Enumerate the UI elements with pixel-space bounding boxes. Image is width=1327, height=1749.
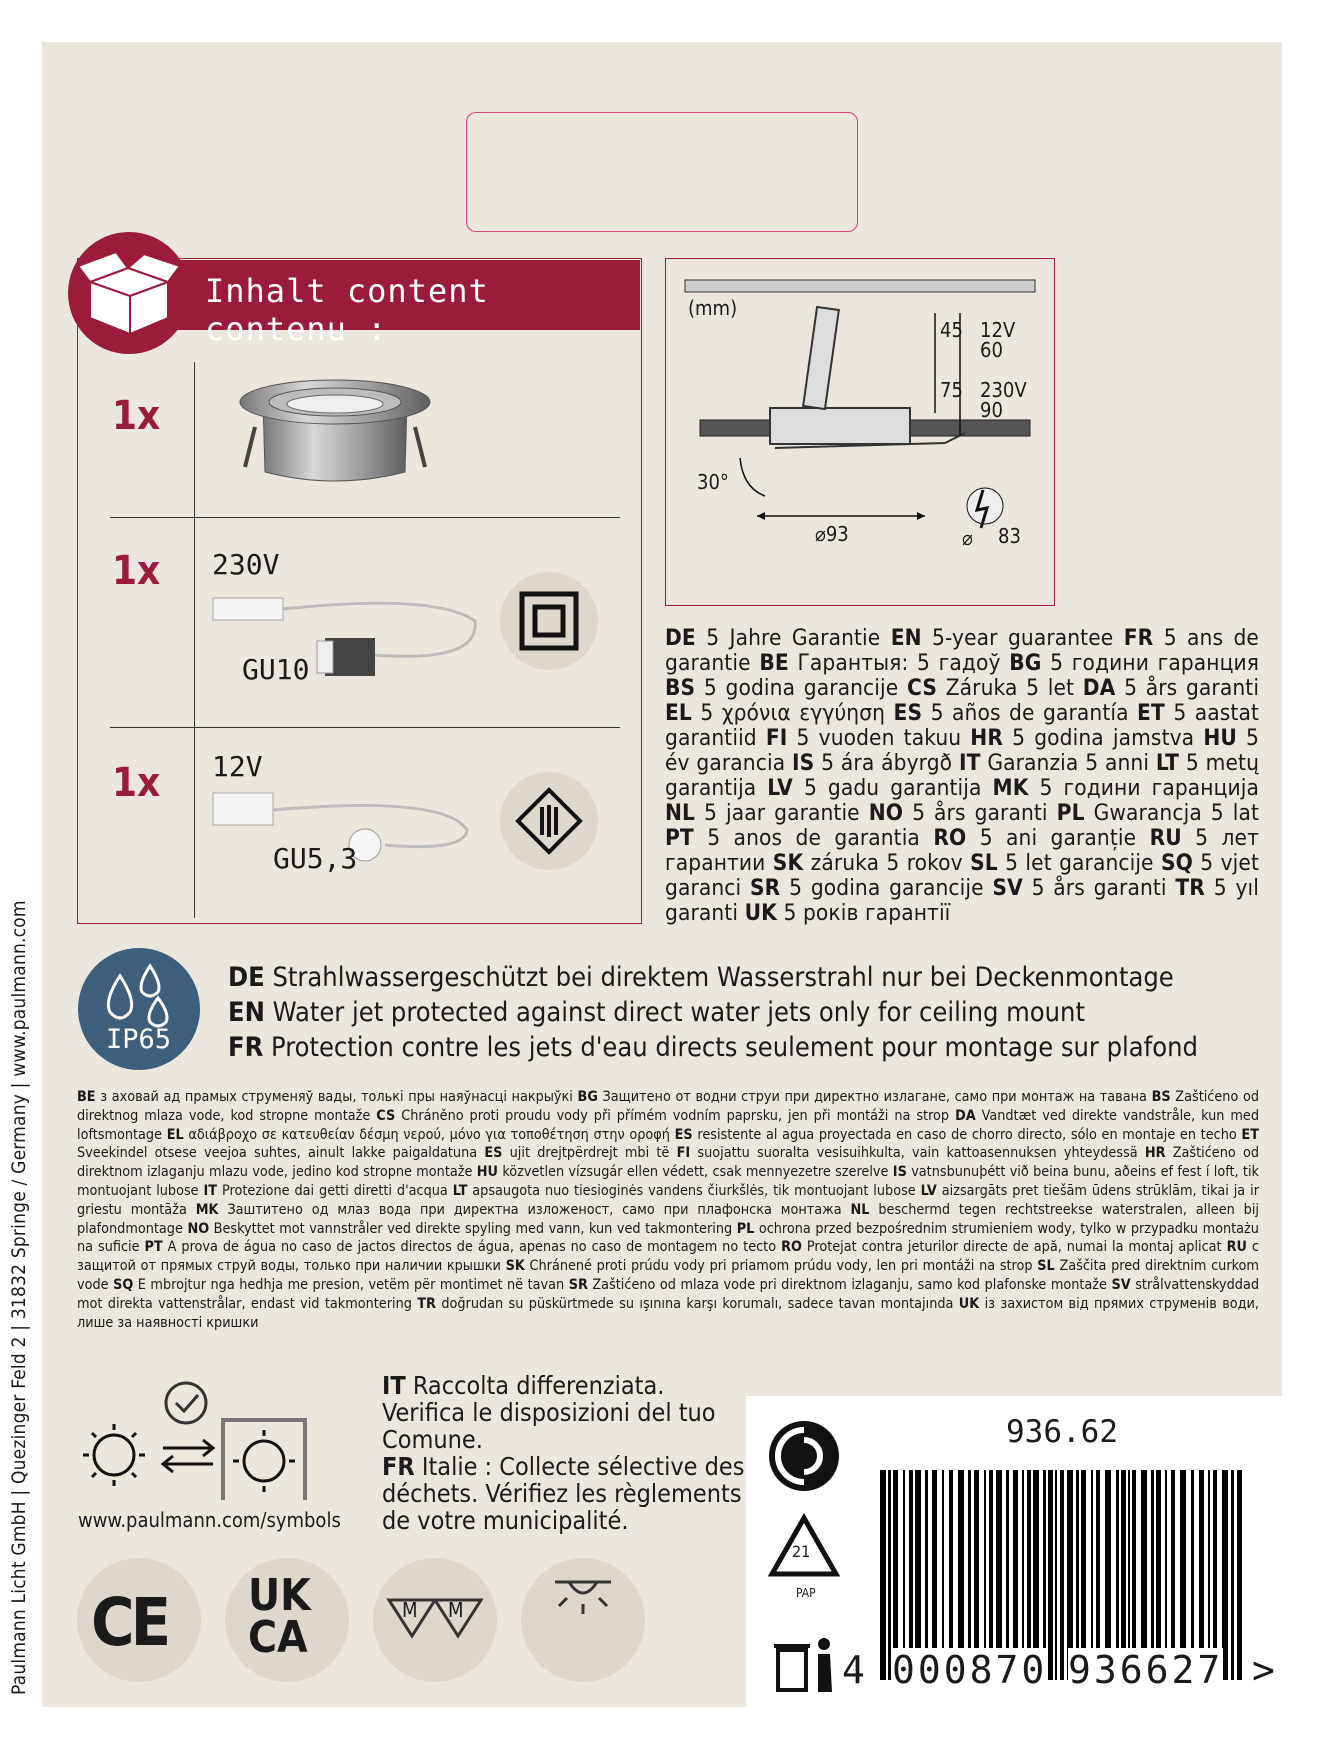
ip-lang-code: IT	[203, 1182, 218, 1199]
recycling-code: FR	[382, 1452, 415, 1481]
ip-line-text: Protection contre les jets d'eau directs seulement pour montage sur plafond	[263, 1032, 1198, 1063]
barcode-left-digits: 000870	[892, 1648, 1048, 1692]
guarantee-lang-text: záruka 5 rokov	[810, 850, 963, 876]
guarantee-lang-text: 5 godina garancije	[703, 675, 899, 701]
ip-lang-code: BS	[1151, 1089, 1171, 1105]
contents-column-divider	[194, 362, 195, 918]
ce-mark: CE	[91, 1584, 168, 1661]
guarantee-lang-code: RU	[1149, 825, 1182, 851]
ip-lang-code: SQ	[113, 1276, 134, 1293]
ip-lang-code: CS	[376, 1107, 396, 1124]
ip-lang-code: MK	[195, 1201, 219, 1218]
guarantee-lang-text: 5-year guarantee	[932, 625, 1114, 651]
barcode-bar	[1060, 1470, 1064, 1680]
guarantee-lang-code: UK	[744, 900, 777, 926]
guarantee-lang-code: BS	[665, 675, 696, 701]
article-number: 936.62	[1006, 1414, 1118, 1450]
guarantee-lang-text: Záruka 5 let	[945, 675, 1075, 701]
guarantee-lang-text: 5 yıl garanti	[665, 875, 1259, 926]
ip-lang-text: із захистом від прямих струменів води, лише за наявності кришки	[77, 1295, 1259, 1331]
guarantee-lang-code: SL	[970, 850, 998, 876]
ip-lang-code: LT	[452, 1182, 468, 1199]
mm-circle	[373, 1558, 497, 1682]
recycling-block	[382, 1453, 752, 1534]
cutout-symbol: ⌀	[962, 526, 973, 550]
tilt-angle: 30°	[697, 470, 729, 494]
voltage-230v: 230V	[212, 548, 280, 581]
guarantee-lang-code: LT	[1155, 750, 1180, 776]
dim-90: 90	[980, 398, 1003, 422]
ip-lang-code: EL	[166, 1126, 184, 1143]
qty-gu53-cable: 1x	[112, 760, 161, 806]
recycling-code: IT	[382, 1371, 406, 1400]
ip-lang-text: aizsargāts pret tiešām ūdens strūklām, tikai ja ir griestu montāža	[77, 1182, 1259, 1218]
waste-bin-icon	[774, 1632, 838, 1696]
guarantee-lang-code: PT	[665, 825, 694, 851]
guarantee-lang-text: 5 vuoden takuu	[796, 725, 962, 751]
ip-lang-text: E mbrojtur nga hedhja me presion, vetëm për montimet në tavan	[137, 1276, 565, 1293]
guarantee-lang-code: DE	[665, 625, 696, 651]
guarantee-lang-code: IS	[792, 750, 815, 776]
guarantee-lang-code: FI	[765, 725, 788, 751]
barcode-bar	[1048, 1470, 1053, 1680]
ip-lang-text: Chráněno proti proudu vody při přímém vodním paprsku, jen při montáži na strop	[401, 1107, 950, 1124]
barcode-bar	[880, 1470, 886, 1680]
ip-lang-text: Chránené proti prúdu vody pri priamom prúdu vody, len pri montáži na strop	[529, 1258, 1033, 1275]
ip-lang-text: doğrudan su püskürtmede su ışınına karşı korumalı, sadece tavan montajında	[441, 1295, 954, 1312]
guarantee-lang-text: 5 års garanti	[912, 800, 1048, 826]
guarantee-lang-text: 5 ára ábyrgð	[821, 750, 953, 776]
guarantee-lang-text: 5 лет гарантии	[665, 825, 1260, 876]
guarantee-lang-code: EL	[665, 700, 692, 726]
ip-lang-code: HR	[1144, 1145, 1166, 1162]
dim-75: 75	[940, 378, 963, 402]
ip-lang-code: HU	[476, 1164, 498, 1181]
guarantee-lang-text: Gwarancja 5 lat	[1093, 800, 1260, 826]
ukca-top: UK	[248, 1570, 311, 1621]
ip-lang-text: Vandtæt ved direkte vandstråle, kun med loftsmontage	[77, 1107, 1260, 1143]
mm-furniture-icon	[373, 1558, 497, 1682]
ip-lang-code: LV	[920, 1182, 937, 1199]
guarantee-lang-text: 5 aastat garantiid	[665, 700, 1259, 751]
ip-lang-text: ujit drejtpërdrejt mbi të	[509, 1145, 670, 1162]
ip-lang-code: SK	[505, 1258, 525, 1275]
row-divider-2	[110, 727, 620, 728]
ip-lang-code: PT	[144, 1239, 163, 1256]
replaceable-lamp-symbol	[78, 1380, 318, 1500]
pap-label: PAP	[796, 1586, 816, 1600]
ip65-badge	[78, 948, 200, 1070]
guarantee-lang-code: DA	[1082, 675, 1116, 701]
ip-lang-text: αδιάβροχο σε κατευθείαν δέσμη νερού, μόνο για τοποθέτηση στην οροφή	[188, 1126, 670, 1143]
ip-line-text: Strahlwassergeschützt bei direktem Wasserstrahl nur bei Deckenmontage	[264, 962, 1174, 993]
ip-lang-text: közvetlen vízsugár ellen védett, csak mennyezetre szerelve	[502, 1164, 889, 1181]
package-box-icon	[68, 232, 190, 354]
guarantee-lang-code: ES	[893, 700, 923, 726]
guarantee-lang-text: 5 anos de garantia	[707, 825, 920, 851]
ukca-bottom: CA	[248, 1612, 308, 1663]
ip65-label: IP65	[106, 1024, 172, 1055]
guarantee-lang-code: SQ	[1160, 850, 1193, 876]
guarantee-lang-text: 5 років гарантії	[783, 900, 951, 926]
recycling-text: Italie : Collecte sélective des déchets. Vérifiez les règlements de votre municipalité.	[382, 1452, 745, 1535]
guarantee-lang-text: 5 metų garantija	[665, 750, 1260, 801]
guarantee-lang-code: SV	[992, 875, 1023, 901]
ip-lang-code: RO	[781, 1239, 802, 1256]
ip-lang-text: apsaugota nuo tiesioginės vandens čiurkšlės, tik montuojant lubose	[472, 1182, 916, 1199]
guarantee-lang-code: MK	[992, 775, 1029, 801]
row-divider-1	[110, 517, 620, 518]
ip-lang-code: BG	[577, 1089, 598, 1105]
dim-12v: 12V	[980, 318, 1016, 342]
barcode-bar	[1055, 1470, 1057, 1680]
guarantee-lang-code: ET	[1137, 700, 1165, 726]
guarantee-lang-text: 5 años de garantía	[930, 700, 1129, 726]
company-address: Paulmann Licht GmbH | Quezinger Feld 2 | 31832 Springe / Germany | www.paulmann.com	[8, 900, 30, 1695]
guarantee-lang-code: LV	[767, 775, 793, 801]
box-icon-circle	[68, 232, 190, 354]
ip-line	[228, 1030, 1198, 1065]
guarantee-text	[665, 626, 1259, 926]
guarantee-lang-code: HU	[1203, 725, 1237, 751]
ip-line-code: EN	[228, 997, 265, 1028]
ceiling-mount-circle	[521, 1558, 645, 1682]
ip-lang-code: RU	[1226, 1239, 1247, 1256]
ip-lang-code: ES	[484, 1145, 503, 1162]
ip-lang-code: SR	[568, 1276, 588, 1293]
guarantee-lang-text: 5 ani garanție	[979, 825, 1137, 851]
safety-transformer-icon	[500, 772, 598, 870]
guarantee-lang-code: PL	[1056, 800, 1085, 826]
dim-230v: 230V	[980, 378, 1027, 402]
guarantee-lang-text: 5 jaar garantie	[704, 800, 860, 826]
ip-lang-text: с защитой от прямых струй воды, только при наличии крышки	[77, 1239, 1259, 1275]
guarantee-lang-text: 5 godina garancije	[789, 875, 984, 901]
guarantee-lang-code: SK	[772, 850, 804, 876]
dim-60: 60	[980, 338, 1003, 362]
ip-line	[228, 960, 1198, 995]
ip-lang-code: SL	[1037, 1258, 1055, 1275]
ce-circle	[77, 1558, 201, 1682]
ip-lang-text: Zaštićeno od direktnog mlaza vode, kod stropne montaže	[77, 1089, 1259, 1124]
ip-lang-code: SV	[1111, 1276, 1131, 1293]
guarantee-lang-text: 5 vjet garanci	[665, 850, 1259, 901]
ip-lang-code: BE	[77, 1089, 96, 1105]
ip-lang-text: Zaštićeno od mlaza vode pri direktnom izlaganju, samo kod plafonske montaže	[592, 1276, 1107, 1293]
ip-lang-text: Защитено от водни струи при директно излагане, само при монтаж на тавана	[602, 1089, 1147, 1105]
guarantee-lang-text: 5 godina jamstva	[1012, 725, 1195, 751]
recycling-text	[382, 1372, 752, 1534]
ip-lang-text: vatnsbunuþétt við beina bunu, aðeins ef fest í loft, tik montuojant lubose	[77, 1164, 1259, 1199]
ip-lang-text: Заштитено од млаз вода при директна изложеност, само при плафонска монтажа	[227, 1201, 842, 1218]
symbols-url: www.paulmann.com/symbols	[78, 1508, 341, 1532]
ip-lang-code: FI	[676, 1145, 691, 1162]
guarantee-lang-code: NO	[868, 800, 904, 826]
guarantee-lang-text: 5 години гаранција	[1039, 775, 1260, 801]
barcode-arrow: >	[1252, 1648, 1278, 1692]
guarantee-lang-text: 5 χρόνια εγγύηση	[700, 700, 886, 726]
ip-lang-text: A prova de água no caso de jactos directos de água, apenas no caso de montagem no tecto	[167, 1239, 777, 1256]
guarantee-lang-code: NL	[665, 800, 696, 826]
ip-lang-text: Sveekindel otsese veejoa suhtes, ainult lakke paigaldatuna	[77, 1145, 478, 1162]
contents-title: Inhalt content contenu :	[205, 272, 489, 348]
qty-gu10-cable: 1x	[112, 548, 161, 594]
barcode-right-digits: 936627	[1068, 1648, 1224, 1692]
guarantee-lang-text: 5 års garanti	[1031, 875, 1167, 901]
mm-letter-2: M	[448, 1598, 464, 1622]
diameter-93: ⌀93	[815, 522, 849, 546]
socket-gu10: GU10	[242, 653, 310, 686]
ip-lang-text: Protejat contra jeturilor directe de apă, numai la montaj aplicat	[806, 1239, 1222, 1256]
ip-lang-code: PL	[736, 1220, 755, 1237]
unit-mm: (mm)	[688, 296, 738, 320]
cutout-83: 83	[998, 524, 1021, 548]
pap-number: 21	[792, 1542, 811, 1561]
ip-lang-text: ochrona przed bezpośrednim strumieniem wody, tylko w przypadku montażu na suficie	[77, 1220, 1259, 1256]
voltage-12v: 12V	[212, 750, 263, 783]
ip-lang-text: Zaštićeno od direktnom izlaganju mlazu vode, jedino kod stropne montaže	[77, 1145, 1259, 1181]
ip-line	[228, 995, 1198, 1030]
ip-lang-text: suojattu suoralta vesisuihkulta, vain kattoasennuksen yhteydessä	[697, 1145, 1138, 1162]
ip-lang-text: Beskyttet mot vannstråler ved direkte spyling med vann, kun ved takmontering	[213, 1220, 733, 1237]
double-insulation-icon	[500, 572, 598, 670]
ip-lang-code: TR	[417, 1295, 436, 1312]
socket-gu53: GU5,3	[273, 842, 358, 875]
label-placeholder-box	[466, 112, 858, 232]
safety-transformer-circle	[500, 772, 598, 870]
ip-line-text: Water jet protected against direct water jets only for ceiling mount	[264, 997, 1085, 1028]
ip-line-code: FR	[228, 1032, 264, 1063]
ip-lang-text: Protezione dai getti diretti d'acqua	[222, 1182, 448, 1199]
guarantee-lang-code: HR	[970, 725, 1004, 751]
guarantee-lang-code: EN	[890, 625, 922, 651]
barcode-bar	[1231, 1470, 1234, 1680]
guarantee-lang-code: FR	[1123, 625, 1154, 651]
guarantee-lang-text: Garanzia 5 anni	[987, 750, 1150, 776]
ip-lang-code: ET	[1241, 1126, 1259, 1143]
guarantee-lang-code: IT	[958, 750, 981, 776]
guarantee-lang-code: TR	[1175, 875, 1205, 901]
downlight-image	[225, 372, 445, 492]
ip-lang-code: NO	[187, 1220, 210, 1237]
recycling-text: Raccolta differenziata. Verifica le disposizioni del tuo Comune.	[382, 1371, 716, 1454]
guarantee-lang-code: CS	[906, 675, 938, 701]
ip-lang-text: strålvattenskyddad mot direkta vattenstrålar, endast vid takmontering	[77, 1276, 1259, 1312]
recycling-block	[382, 1372, 752, 1453]
protection-class-2-circle	[500, 572, 598, 670]
ip-lang-code: NL	[850, 1201, 870, 1218]
mm-letter-1: M	[402, 1598, 418, 1622]
guarantee-lang-code: RO	[933, 825, 967, 851]
guarantee-lang-text: Гарантыя: 5 гадоў	[797, 650, 1001, 676]
ip-lang-code: UK	[958, 1295, 980, 1312]
ip-lang-text: beschermd tegen rechtstreekse waterstralen, alleen bij plafondmontage	[77, 1201, 1259, 1237]
barcode-first-digit: 4	[842, 1648, 868, 1692]
ceiling-light-icon	[521, 1558, 645, 1682]
ip-lang-text: Zaščita pred direktnim curkom vode	[77, 1258, 1259, 1293]
green-dot-icon	[766, 1418, 842, 1494]
guarantee-lang-text: 5 Jahre Garantie	[706, 625, 881, 651]
guarantee-lang-text: 5 let garancije	[1005, 850, 1154, 876]
guarantee-lang-text: 5 års garanti	[1124, 675, 1260, 701]
guarantee-lang-code: BE	[759, 650, 789, 676]
dim-45: 45	[940, 318, 963, 342]
ip-lang-text: з аховай ад прамых струменяў вады, толькі пры наяўнасці накрыўкі	[100, 1089, 573, 1105]
ip-lang-code: ES	[674, 1126, 693, 1143]
ip-lang-text: resistente al agua proyectada en caso de chorro directo, sólo en montaje en techo	[697, 1126, 1237, 1143]
ip-lang-code: DA	[955, 1107, 976, 1124]
ukca-circle	[225, 1558, 349, 1682]
qty-downlight: 1x	[112, 393, 161, 439]
barcode-bar	[1237, 1470, 1242, 1680]
ip-line-code: DE	[228, 962, 265, 993]
ip-description	[228, 960, 1198, 1065]
barcode-bar	[888, 1470, 891, 1680]
guarantee-lang-text: 5 év garancia	[665, 725, 1259, 776]
guarantee-lang-text: 5 ans de garantie	[665, 625, 1259, 676]
multilingual-ip-text	[77, 1088, 1259, 1332]
guarantee-lang-text: 5 gadu garantija	[803, 775, 982, 801]
ip-lang-code: IS	[892, 1164, 907, 1181]
guarantee-lang-code: SR	[750, 875, 781, 901]
guarantee-lang-text: 5 години гаранция	[1050, 650, 1260, 676]
guarantee-lang-code: BG	[1009, 650, 1042, 676]
